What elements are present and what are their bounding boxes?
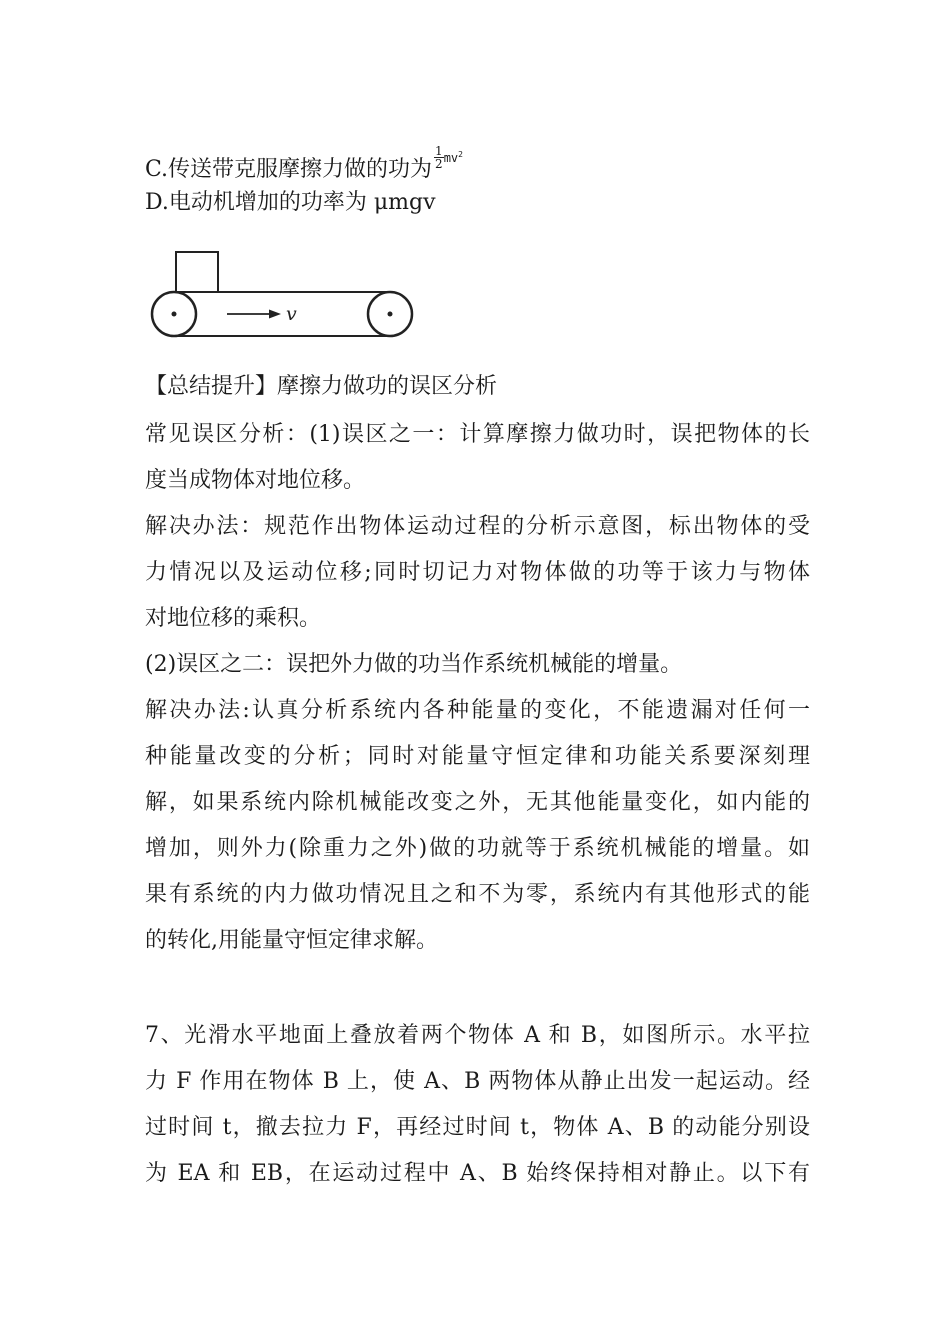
fraction-one-half xyxy=(434,145,444,170)
option-c xyxy=(145,140,810,185)
mv-squared xyxy=(444,151,463,165)
velocity-arrow-head xyxy=(269,310,281,319)
text-line: 常见误区分析：(1)误区之一：计算摩擦力做功时，误把物体的长 xyxy=(145,422,810,447)
text-line: 种能量改变的分析；同时对能量守恒定律和功能关系要深刻理 xyxy=(145,744,810,769)
text-line: 解决办法:认真分析系统内各种能量的变化，不能遗漏对任何一 xyxy=(145,698,810,723)
option-c-text: C.传送带克服摩擦力做的功为 xyxy=(145,157,433,182)
text-line: (2)误区之二：误把外力做的功当作系统机械能的增量。 xyxy=(145,652,683,677)
block-on-belt xyxy=(176,252,218,292)
right-pulley-axle xyxy=(388,312,393,317)
option-d: D.电动机增加的功率为 μmgv xyxy=(145,190,436,215)
text-line: 增加，则外力(除重力之外)做的功就等于系统机械能的增量。如 xyxy=(145,836,810,861)
text-line: 度当成物体对地位移。 xyxy=(145,468,366,493)
question-7-line: 7、光滑水平地面上叠放着两个物体 A 和 B，如图所示。水平拉 xyxy=(145,1023,810,1048)
text-line: 对地位移的乘积。 xyxy=(145,606,322,631)
conveyor-belt-diagram xyxy=(145,240,425,345)
question-7-line: 为 EA 和 EB，在运动过程中 A、B 始终保持相对静止。以下有 xyxy=(145,1161,810,1186)
fraction-denominator: 2 xyxy=(435,157,443,171)
mv-exponent: 2 xyxy=(458,150,463,159)
question-7-line: 力 F 作用在物体 B 上，使 A、B 两物体从静止出发一起运动。经 xyxy=(145,1069,810,1094)
summary-title: 【总结提升】摩擦力做功的误区分析 xyxy=(145,374,498,399)
mv-text: mv xyxy=(443,151,459,165)
text-line: 的转化,用能量守恒定律求解。 xyxy=(145,928,438,953)
text-line: 解，如果系统内除机械能改变之外，无其他能量变化，如内能的 xyxy=(145,790,810,815)
text-line: 果有系统的内力做功情况且之和不为零，系统内有其他形式的能 xyxy=(145,882,810,907)
text-line: 解决办法：规范作出物体运动过程的分析示意图，标出物体的受 xyxy=(145,514,810,539)
fraction-numerator: 1 xyxy=(435,144,443,158)
velocity-label: v xyxy=(286,303,297,325)
text-line: 力情况以及运动位移;同时切记力对物体做的功等于该力与物体 xyxy=(145,560,810,585)
question-7-line: 过时间 t，撤去拉力 F，再经过时间 t，物体 A、B 的动能分别设 xyxy=(145,1115,810,1140)
left-pulley-axle xyxy=(172,312,177,317)
